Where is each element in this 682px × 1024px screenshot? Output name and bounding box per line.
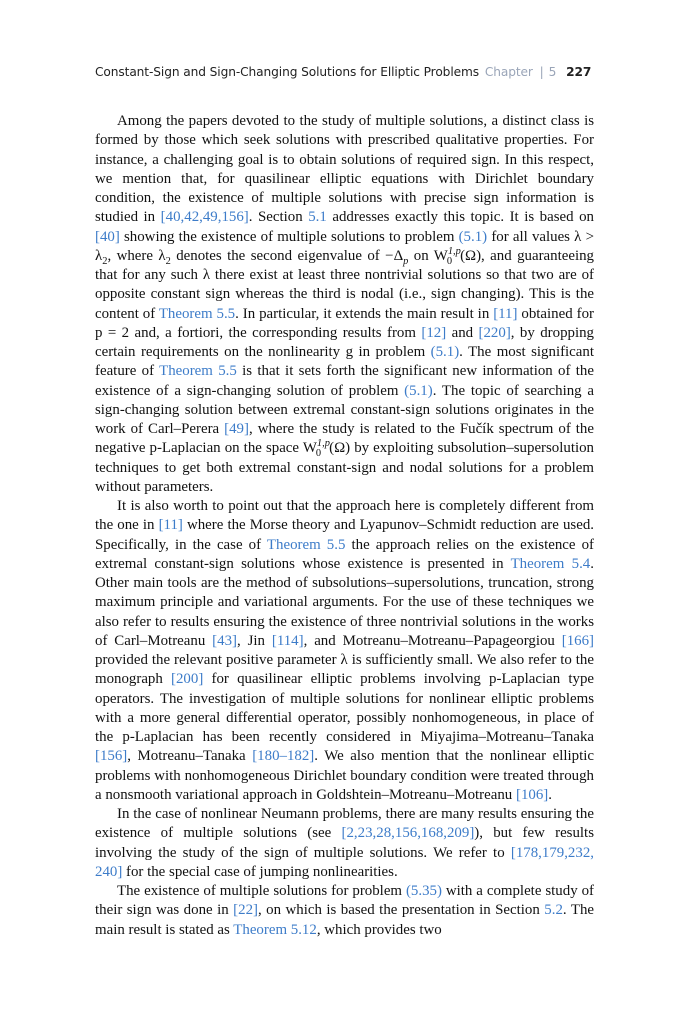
citation-link[interactable]: [180–182] bbox=[252, 748, 315, 765]
equation-link[interactable]: (5.1) bbox=[430, 344, 460, 360]
citation-link[interactable]: [166] bbox=[561, 632, 595, 649]
citation-link[interactable]: [178,179,232, 240] bbox=[95, 844, 594, 880]
paragraph-1: Among the papers devoted to the study of multiple solutions, a distinct class is formed by those which seek solutions with prescribed qualitative properties. For instance, a challenging goal is to obtain solutions of required sign. In this respect, we mention that, for quasilinear elliptic equations with Dirichlet boundary condition, the existence of multiple solutions with precise sign information is studied in [40,42,49,156]. Section 5.1 addresses exactly this topic. It is based on [40] showing the existence of multiple solutions to problem (5.1) for all values $\lambda > \lambda_2$, where $\lambda_2$ denotes the second eigenvalue of $-\Delta_p$ on W$^{1,p}_0$ (Ω), and guaranteeing that for any such λ there exist at least three nontrivial solutions so that two are of opposite constant sign whereas the third is nodal (i.e., sign changing). This is the content of Theorem 5.5. In particular, it extends the main result in [11] obtained for p = 2 and, a fortiori, the corresponding results from [12] and [220], by dropping certain requirements on the nonlinearity g in problem (5.1). The most significant feature of Theorem 5.5 is that it sets forth the significant new information of the existence of a sign-changing solution of problem (5.1). The topic of searching a sign-changing solution between extremal constant-sign solutions originates in the work of Carl–Perera [49], where the study is related to the Fučík spectrum of the negative p-Laplacian on the space W$^{1,p}_0$ (Ω) by exploiting subsolution–supersolution techniques to get both extremal constant-sign and nodal solutions for a problem without parameters. bbox=[95, 113, 595, 495]
paragraph-3: In the case of nonlinear Neumann problems, there are many results ensuring the existence of multiple solutions (see [2,23,28,156,168,209]), but few results involving the study of the sign of multiple solutions. We refer to [178,179,232, 240] for the special case of jumping nonlinearities. bbox=[95, 806, 594, 880]
theorem-link[interactable]: Theorem 5.5 bbox=[159, 363, 237, 380]
equation-link[interactable]: (5.35) bbox=[405, 883, 442, 899]
equation-link[interactable]: (5.1) bbox=[404, 382, 433, 399]
citation-link[interactable]: [11] bbox=[493, 305, 518, 322]
body-text bbox=[95, 112, 594, 940]
chapter-number: 5 bbox=[548, 65, 557, 79]
citation-link[interactable]: [2,23,28,156,168,209] bbox=[341, 825, 475, 842]
section-link[interactable]: 5.1 bbox=[308, 209, 327, 226]
theorem-link[interactable]: Theorem 5.12 bbox=[233, 921, 317, 938]
chapter-label: Chapter bbox=[484, 65, 533, 79]
citation-link[interactable]: [49] bbox=[224, 421, 249, 437]
section-link[interactable]: 5.2 bbox=[544, 902, 563, 919]
theorem-link[interactable]: Theorem 5.4 bbox=[510, 555, 591, 572]
citation-link[interactable]: [40] bbox=[95, 228, 120, 245]
citation-link[interactable]: [106] bbox=[515, 786, 549, 803]
paragraph-4: The existence of multiple solutions for problem (5.35) with a complete study of their sign was done in [22], on which is based the presentation in Section 5.2. The main result is stated as Theorem 5.12, which provides two bbox=[95, 883, 594, 938]
theorem-link[interactable]: Theorem 5.5 bbox=[158, 305, 236, 322]
citation-link[interactable]: [114] bbox=[271, 632, 304, 649]
header-separator: | bbox=[539, 65, 544, 79]
book-section-title: Constant-Sign and Sign-Changing Solutions for Elliptic Problems bbox=[95, 65, 480, 79]
citation-link[interactable]: [11] bbox=[158, 517, 183, 534]
citation-link[interactable]: [12] bbox=[421, 324, 447, 341]
page-number: 227 bbox=[566, 65, 592, 79]
running-header bbox=[95, 65, 594, 79]
paragraph-2: It is also worth to point out that the approach here is completely different from the one in [11] where the Morse theory and Lyapunov–Schmidt reduction are used. Specifically, in the case of Theorem 5.5 the approach relies on the existence of extremal constant-sign solutions whose existence is presented in Theorem 5.4. Other main tools are the method of subsolutions–supersolutions, truncation, strong maximum principle and variational arguments. For the use of these techniques we also refer to results ensuring the existence of three nontrivial solutions in the works of Carl–Motreanu [43], Jin [114], and Motreanu–Motreanu–Papageorgiou [166] provided the relevant positive parameter λ is sufficiently small. We also refer to the monograph [200] for quasilinear elliptic problems involving p-Laplacian type operators. The investigation of multiple solutions for nonlinear elliptic problems with a more general differential operator, possibly nonhomogeneous, in place of the p-Laplacian has been recently considered in Miyajima–Motreanu–Tanaka [156], Motreanu–Tanaka [180–182]. We also mention that the nonlinear elliptic problems with nonhomogeneous Dirichlet boundary condition were treated through a nonsmooth variational approach in Goldshtein–Motreanu–Motreanu [106]. bbox=[95, 498, 595, 803]
citation-link[interactable]: [22] bbox=[233, 902, 258, 919]
citation-link[interactable]: [200] bbox=[171, 671, 204, 688]
citation-link[interactable]: [156] bbox=[95, 748, 128, 765]
citation-link[interactable]: [43] bbox=[212, 632, 237, 649]
citation-link[interactable]: [40,42,49,156] bbox=[160, 209, 249, 226]
equation-link[interactable]: (5.1) bbox=[458, 228, 488, 245]
citation-link[interactable]: [220] bbox=[478, 324, 511, 341]
theorem-link[interactable]: Theorem 5.5 bbox=[266, 536, 346, 553]
